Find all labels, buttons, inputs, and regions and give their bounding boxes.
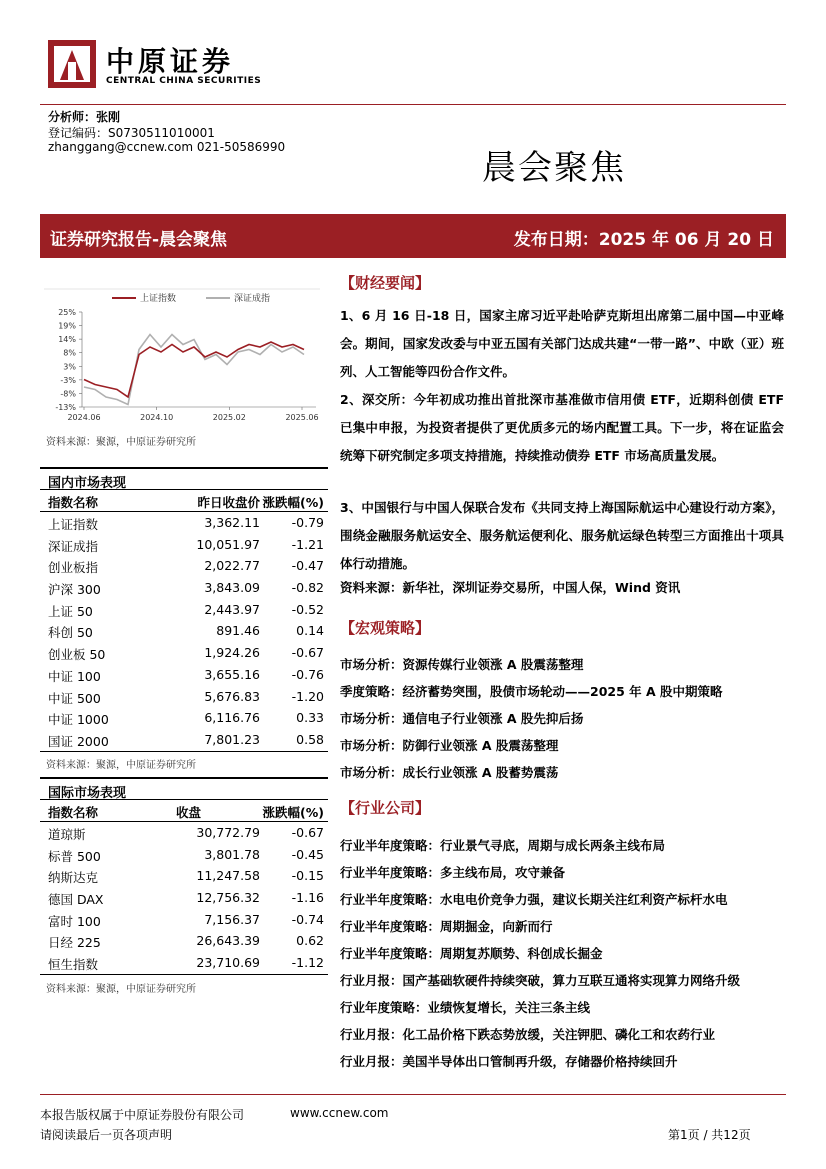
table-cell: 5,676.83 xyxy=(204,688,260,704)
table-row xyxy=(40,577,328,599)
analyst-contact: zhanggang@ccnew.com 021-50586990 xyxy=(48,140,286,154)
table-cell: 3,801.78 xyxy=(204,846,260,862)
series-line-sz xyxy=(84,335,304,405)
y-tick-label: 19% xyxy=(58,321,76,331)
table-row xyxy=(40,865,328,887)
table-cell: 10,051.97 xyxy=(196,536,260,552)
table-row xyxy=(40,664,328,686)
table-cell: 上证 50 xyxy=(48,603,93,619)
table-row xyxy=(40,642,328,664)
header-cell: 指数名称 xyxy=(48,495,99,510)
news-item: 3、中国银行与中国人保联合发布《共同支持上海国际航运中心建设行动方案》，围绕金融服务航运安全、服务航运便利化、服务航运绿色转型三方面推出十项具体行动措施。 xyxy=(340,500,784,571)
x-tick-label: 2024.06 xyxy=(67,413,101,422)
table-row xyxy=(40,512,328,534)
table-cell: 科创 50 xyxy=(48,625,93,641)
table-cell: 11,247.58 xyxy=(196,868,260,884)
table-row xyxy=(40,887,328,909)
table-cell: 3,362.11 xyxy=(204,515,260,530)
report-banner xyxy=(40,214,786,258)
industry-list-item: 行业月报：国产基础软硬件持续突破，算力互联互通将实现算力网络升级 xyxy=(340,973,741,988)
domestic-source: 资料来源：聚源，中原证券研究所 xyxy=(46,760,196,771)
industry-list-item: 行业半年度策略：行业景气寻底，周期与成长两条主线布局 xyxy=(340,838,666,853)
table-row xyxy=(40,952,328,974)
table-cell: 恒生指数 xyxy=(48,957,99,973)
table-cell: 中证 1000 xyxy=(48,712,109,728)
series-line-sh xyxy=(84,342,304,397)
table-cell: 0.62 xyxy=(296,933,324,949)
y-tick-label: -8% xyxy=(60,389,76,399)
table-cell: 0.33 xyxy=(296,710,324,726)
industry-list-item: 行业半年度策略：多主线布局，攻守兼备 xyxy=(340,865,566,880)
international-table-header xyxy=(40,800,328,822)
table-row xyxy=(40,844,328,866)
table-cell: 日经 225 xyxy=(48,935,101,951)
table-cell: -0.45 xyxy=(291,846,324,862)
banner-publish-date: 发布日期：2025 年 06 月 20 日 xyxy=(513,230,774,250)
industry-list-item: 行业月报：美国半导体出口管制再升级，存储器价格持续回升 xyxy=(340,1054,678,1069)
table-cell: 纳斯达克 xyxy=(48,870,99,886)
table-row xyxy=(40,930,328,952)
table-cell: -0.74 xyxy=(291,911,324,927)
legend-label: 深证成指 xyxy=(234,294,271,304)
table-cell: 2,443.97 xyxy=(204,601,260,617)
table-row xyxy=(40,909,328,931)
y-tick-label: 8% xyxy=(63,348,76,358)
table-cell: 深证成指 xyxy=(48,538,99,554)
footer-notice: 请阅读最后一页各项声明 xyxy=(40,1128,173,1142)
footer-divider xyxy=(40,1094,786,1095)
logo-mark-icon xyxy=(48,40,96,88)
header-cell: 收盘 xyxy=(176,805,202,820)
domestic-table-title: 国内市场表现 xyxy=(40,467,328,490)
table-cell: -0.82 xyxy=(291,580,324,596)
table-cell: 沪深 300 xyxy=(48,582,101,598)
table-row xyxy=(40,686,328,708)
table-cell: 0.14 xyxy=(296,623,324,639)
table-cell: 2,022.77 xyxy=(204,558,260,574)
table-cell: -0.67 xyxy=(291,645,324,661)
footer-page-number: 第1页 / 共12页 xyxy=(668,1128,751,1142)
table-cell: 6,116.76 xyxy=(204,710,260,726)
header-cell: 涨跌幅(%) xyxy=(262,805,324,820)
table-cell: -0.67 xyxy=(291,825,324,840)
table-cell: 标普 500 xyxy=(48,848,101,864)
analyst-reg: 登记编码：S0730511010001 xyxy=(48,126,215,140)
domestic-table-header xyxy=(40,490,328,512)
table-cell: -0.52 xyxy=(291,601,324,617)
table-cell: 3,843.09 xyxy=(204,580,260,596)
table-cell: -0.47 xyxy=(291,558,324,574)
table-cell: 上证指数 xyxy=(48,517,99,532)
x-tick-label: 2025.02 xyxy=(212,413,246,422)
index-line-chart xyxy=(40,286,324,430)
news-source: 资料来源：新华社，深圳证券交易所，中国人保，Wind 资讯 xyxy=(340,580,681,595)
table-cell: -1.21 xyxy=(291,536,324,552)
header-cell: 涨跌幅(%) xyxy=(262,495,324,510)
macro-list-item: 市场分析：成长行业领涨 A 股蓄势震荡 xyxy=(340,765,559,780)
international-table-title: 国际市场表现 xyxy=(40,777,328,800)
table-cell: -1.20 xyxy=(291,688,324,704)
analyst-name: 分析师：张刚 xyxy=(48,110,121,124)
industry-list-item: 行业年度策略：业绩恢复增长，关注三条主线 xyxy=(340,1000,591,1015)
macro-list-item: 季度策略：经济蓄势突围，股债市场轮动——2025 年 A 股中期策略 xyxy=(340,684,723,699)
table-cell: 道琼斯 xyxy=(48,827,86,842)
table-cell: 26,643.39 xyxy=(196,933,260,949)
industry-list-item: 行业半年度策略：周期复苏顺势、科创成长掘金 xyxy=(340,946,603,961)
table-cell: 7,156.37 xyxy=(204,911,260,927)
industry-list-item: 行业月报：化工品价格下跌态势放缓，关注钾肥、磷化工和农药行业 xyxy=(340,1027,716,1042)
table-cell: 23,710.69 xyxy=(196,955,260,971)
table-cell: 中证 500 xyxy=(48,690,101,706)
table-cell: -1.16 xyxy=(291,890,324,906)
table-cell: 30,772.79 xyxy=(196,825,260,840)
x-tick-label: 2024.10 xyxy=(140,413,174,422)
table-row xyxy=(40,534,328,556)
footer-copyright: 本报告版权属于中原证券股份有限公司 xyxy=(40,1108,245,1122)
header-cell: 指数名称 xyxy=(48,805,99,820)
table-cell: 7,801.23 xyxy=(204,731,260,747)
table-cell: 891.46 xyxy=(216,623,260,639)
header-divider xyxy=(40,104,786,105)
table-cell: -0.76 xyxy=(291,666,324,682)
x-tick-label: 2025.06 xyxy=(285,413,319,422)
table-cell: -1.12 xyxy=(291,955,324,971)
international-source: 资料来源：聚源，中原证券研究所 xyxy=(46,984,196,995)
table-cell: 创业板指 xyxy=(48,560,99,576)
table-row xyxy=(40,822,328,844)
table-cell: 国证 2000 xyxy=(48,733,109,749)
legend-label: 上证指数 xyxy=(140,294,177,304)
macro-list-item: 市场分析：资源传媒行业领涨 A 股震荡整理 xyxy=(340,657,584,672)
table-cell: 创业板 50 xyxy=(48,647,106,663)
domestic-market-table xyxy=(40,467,328,752)
table-cell: 3,655.16 xyxy=(204,666,260,682)
table-cell: -0.79 xyxy=(291,515,324,530)
y-tick-label: -3% xyxy=(60,375,76,385)
chart-source: 资料来源：聚源，中原证券研究所 xyxy=(46,437,196,448)
header-cell: 昨日收盘价 xyxy=(197,495,260,510)
table-cell: -0.15 xyxy=(291,868,324,884)
table-row xyxy=(40,707,328,729)
industry-list-item: 行业半年度策略：水电电价竞争力强，建议长期关注红利资产标杆水电 xyxy=(340,892,728,907)
table-row xyxy=(40,555,328,577)
table-cell: 富时 100 xyxy=(48,913,101,929)
footer-website[interactable]: www.ccnew.com xyxy=(290,1106,389,1120)
news-item: 2、深交所：今年初成功推出首批深市基准做市信用债 ETF，近期科创债 ETF 已集中申报，为投资者提供了更优质多元的场内配置工具。下一步，将在证监会统筹下研究制定多项支持措施，持续推动债券 ETF 市场高质量发展。 xyxy=(340,392,784,463)
y-tick-label: -13% xyxy=(55,403,76,412)
banner-report-type: 证券研究报告-晨会聚焦 xyxy=(50,230,228,250)
industry-heading: 【行业公司】 xyxy=(340,799,431,817)
macro-list-item: 市场分析：通信电子行业领涨 A 股先抑后扬 xyxy=(340,711,584,726)
news-heading: 【财经要闻】 xyxy=(340,274,431,292)
international-market-table xyxy=(40,777,328,975)
table-row xyxy=(40,599,328,621)
brand-name-en: CENTRAL CHINA SECURITIES xyxy=(106,76,262,86)
table-row xyxy=(40,729,328,751)
document-title: 晨会聚焦 xyxy=(482,148,626,188)
macro-list-item: 市场分析：防御行业领涨 A 股震荡整理 xyxy=(340,738,559,753)
y-tick-label: 25% xyxy=(58,308,76,317)
industry-list-item: 行业半年度策略：周期掘金，向新而行 xyxy=(340,919,553,934)
brand-name-cn: 中原证券 xyxy=(106,45,235,78)
table-cell: 0.58 xyxy=(296,731,324,747)
y-tick-label: 14% xyxy=(58,335,76,345)
table-cell: 12,756.32 xyxy=(196,890,260,906)
table-cell: 中证 100 xyxy=(48,668,101,684)
table-cell: 1,924.26 xyxy=(204,645,260,661)
y-tick-label: 3% xyxy=(63,362,76,372)
table-row xyxy=(40,620,328,642)
news-item: 1、6 月 16 日-18 日，国家主席习近平赴哈萨克斯坦出席第二届中国—中亚峰会。期间，国家发改委与中亚五国有关部门达成共建“一带一路”、中欧（亚）班列、人工智能等四份合作文件。 xyxy=(340,308,784,379)
macro-heading: 【宏观策略】 xyxy=(340,619,431,637)
table-cell: 德国 DAX xyxy=(48,892,104,908)
